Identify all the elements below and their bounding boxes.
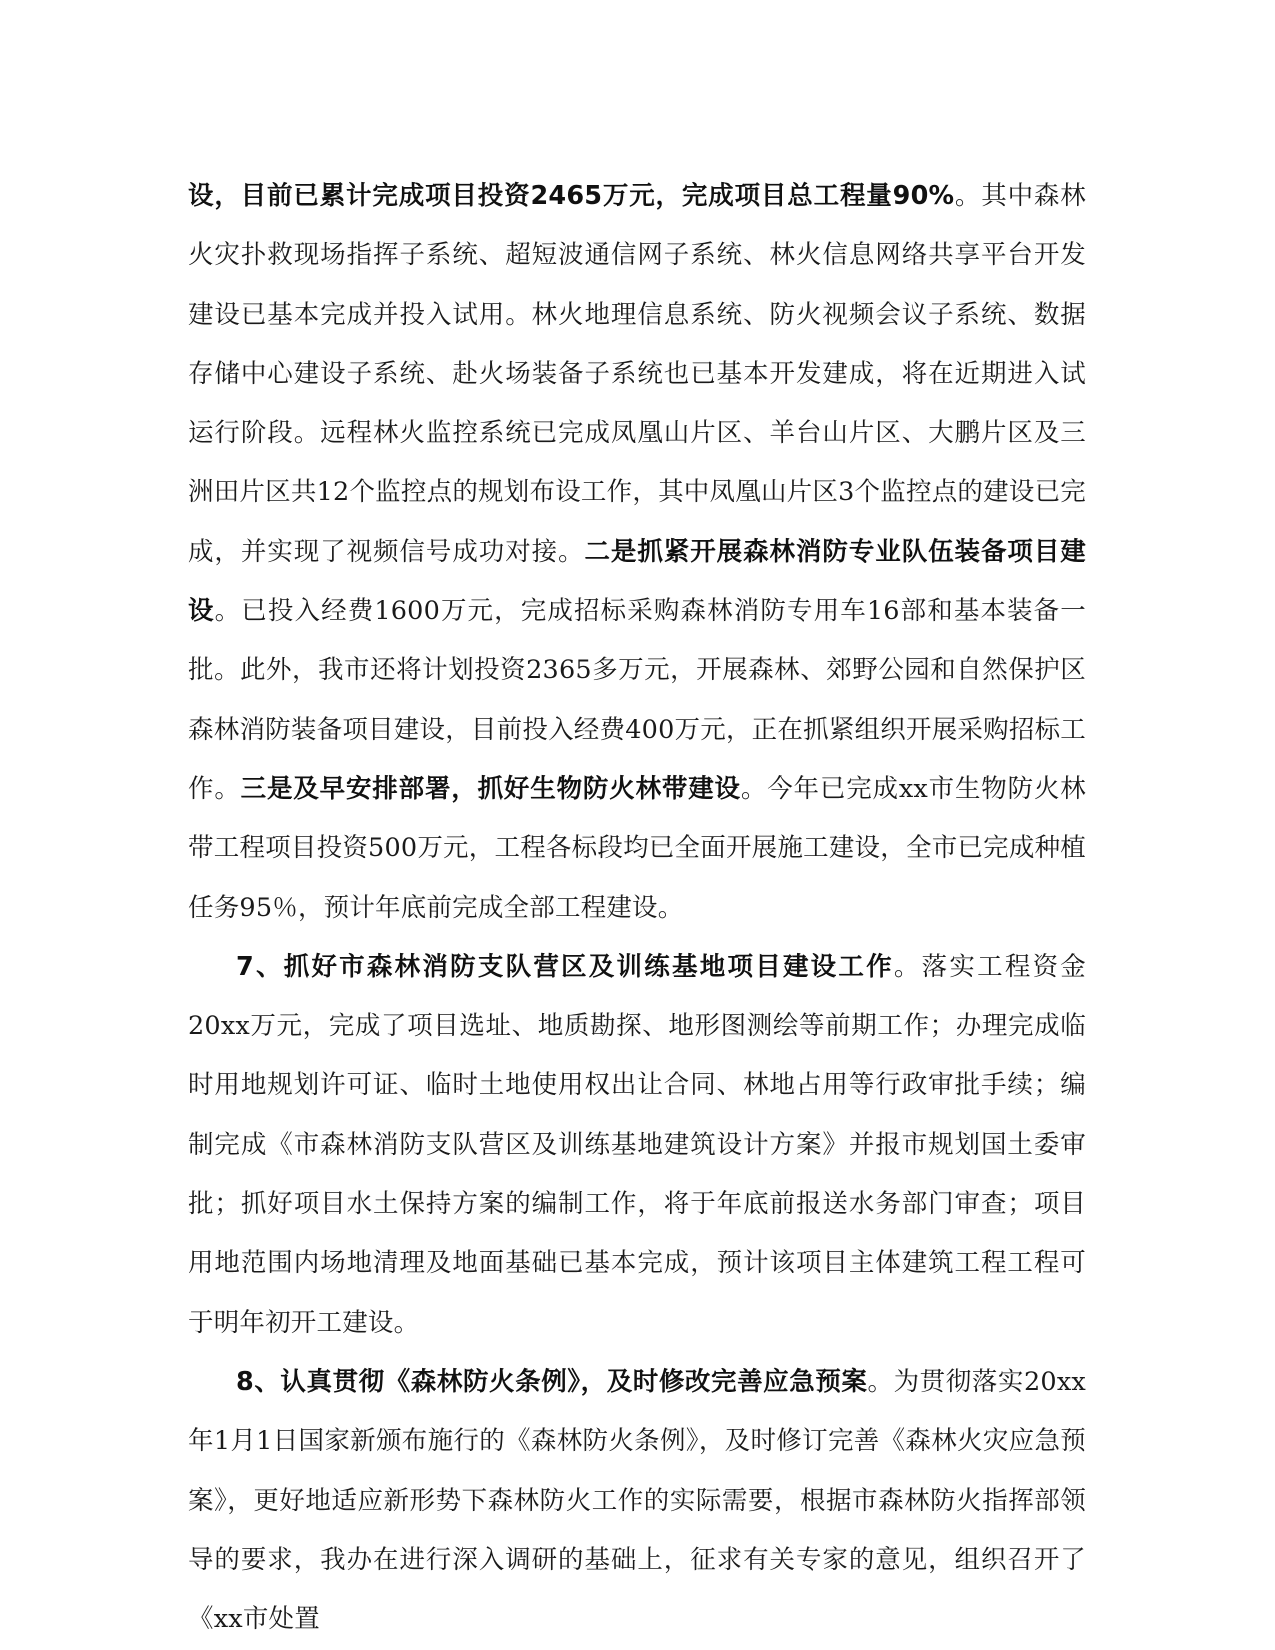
bold-text: 二是抓紧开展森林消防专业队伍装备项目建设 (188, 536, 1086, 627)
paragraph-project-progress (188, 167, 1086, 938)
body-text: 。落实工程资金20xx万元，完成了项目选址、地质勘探、地形图测绘等前期工作；办理完成临时用地规划许可证、临时土地使用权出让合同、林地占用等行政审批手续；编制完成《市森林消防支队营区及训练基地建筑设计方案》并报市规划国土委审批；抓好项目水土保持方案的编制工作，将于年底前报送水务部门审查；项目用地范围内场地清理及地面基础已基本完成，预计该项目主体建筑工程工程可于明年初开工建设。 (188, 951, 1087, 1338)
body-text: 。今年已完成xx市生物防火林带工程项目投资500万元，工程各标段均已全面开展施工建设，全市已完成种植任务95％，预计年底前完成全部工程建设。 (188, 773, 1086, 923)
body-text: 。为贯彻落实20xx年1月1日国家新颁布施行的《森林防火条例》，及时修订完善《森林火灾应急预案》，更好地适应新形势下森林防火工作的实际需要，根据市森林防火指挥部领导的要求，我办在进行深入调研的基础上，征求有关专家的意见，组织召开了《xx市处置 (188, 1366, 1086, 1635)
paragraph-item-8 (188, 1353, 1086, 1649)
bold-text: 三是及早安排部署，抓好生物防火林带建设 (240, 773, 741, 804)
item-7-heading: 7、抓好市森林消防支队营区及训练基地项目建设工作 (236, 951, 894, 982)
body-text: 。已投入经费1600万元，完成招标采购森林消防专用车16部和基本装备一批。此外，我市还将计划投资2365多万元，开展森林、郊野公园和自然保护区森林消防装备项目建设，目前投入经费400万元，正在抓紧组织开展采购招标工作。 (188, 596, 1086, 804)
body-text: 。其中森林火灾扑救现场指挥子系统、超短波通信网子系统、林火信息网络共享平台开发建设已基本完成并投入试用。林火地理信息系统、防火视频会议子系统、数据存储中心建设子系统、赴火场装备子系统也已基本开发建成，将在近期进入试运行阶段。远程林火监控系统已完成凤凰山片区、羊台山片区、大鹏片区及三洲田片区共12个监控点的规划布设工作，其中凤凰山片区3个监控点的建设已完成，并实现了视频信号成功对接。 (188, 181, 1086, 567)
document-body (188, 167, 1086, 1649)
paragraph-item-7 (188, 938, 1086, 1353)
item-8-heading: 8、认真贯彻《森林防火条例》，及时修改完善应急预案 (236, 1366, 868, 1397)
bold-text: 设，目前已累计完成项目投资2465万元，完成项目总工程量90% (188, 181, 955, 211)
